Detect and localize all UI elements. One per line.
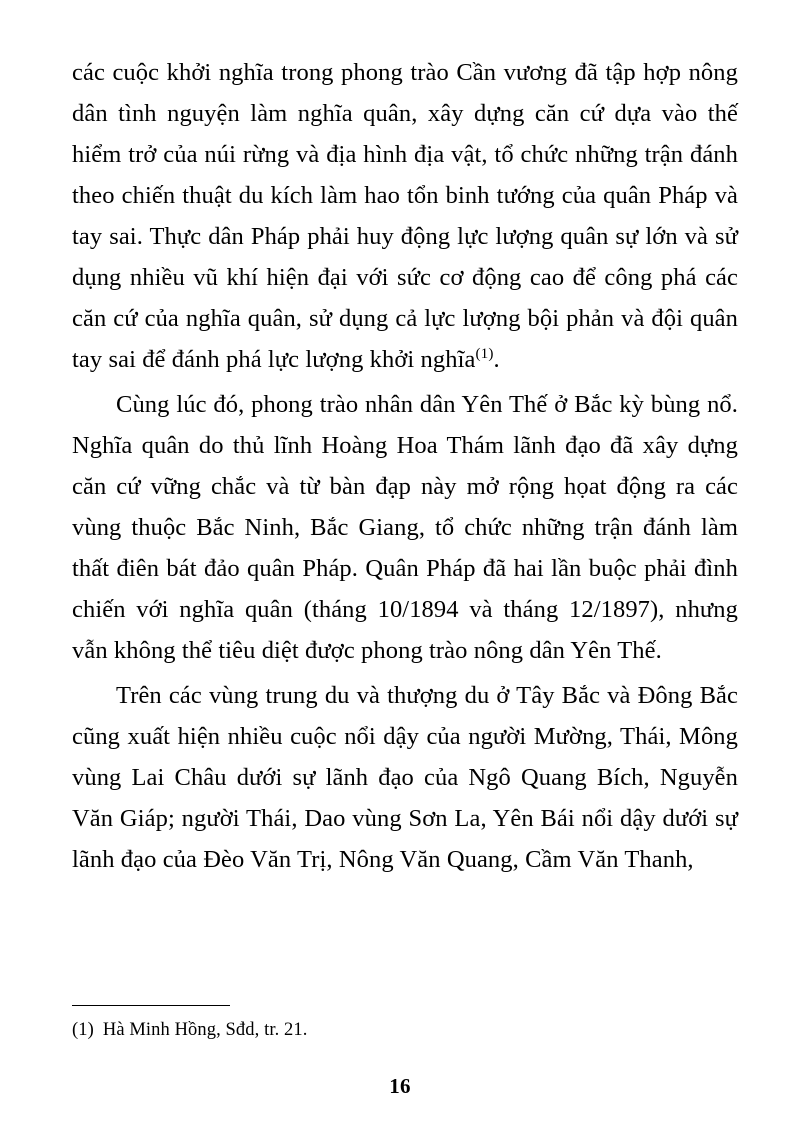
footnote-separator-rule bbox=[72, 1005, 230, 1006]
footnote-area bbox=[72, 1005, 738, 1043]
paragraph-3 bbox=[72, 675, 738, 880]
paragraph-1-text: các cuộc khởi nghĩa trong phong trào Cần vương đã tập hợp nông dân tình nguyện làm nghĩa quân, xây dựng căn cứ dựa vào thế hiểm trở của núi rừng và địa hình địa vật, tổ chức những trận đánh theo chiến thuật du kích làm hao tổn binh tướng của quân Pháp và tay sai. Thực dân Pháp phải huy động lực lượng quân sự lớn và sử dụng nhiều vũ khí hiện đại với sức cơ động cao để công phá các căn cứ của nghĩa quân, sử dụng cả lực lượng bội phản và đội quân tay sai để đánh phá lực lượng khởi nghĩa bbox=[72, 59, 738, 373]
paragraph-2-text: Cùng lúc đó, phong trào nhân dân Yên Thế ở Bắc kỳ bùng nổ. Nghĩa quân do thủ lĩnh Hoàng Hoa Thám lãnh đạo đã xây dựng căn cứ vững chắc và từ bàn đạp này mở rộng họat động ra các vùng thuộc Bắc Ninh, Bắc Giang, tổ chức những trận đánh làm thất điên bát đảo quân Pháp. Quân Pháp đã hai lần buộc phải đình chiến với nghĩa quân (tháng 10/1894 và tháng 12/1897), nhưng vẫn không thể tiêu diệt được phong trào nông dân Yên Thế. bbox=[72, 391, 738, 664]
paragraph-2 bbox=[72, 384, 738, 671]
page-number: 16 bbox=[389, 1074, 411, 1098]
paragraph-1 bbox=[72, 52, 738, 380]
paragraph-1-tail: . bbox=[493, 346, 500, 373]
footnote-1 bbox=[72, 1017, 738, 1043]
footnote-text: Hà Minh Hồng, Sđd, tr. 21. bbox=[102, 1020, 308, 1040]
body-text bbox=[72, 52, 738, 884]
footnote-number: (1) bbox=[72, 1020, 94, 1040]
paragraph-3-text: Trên các vùng trung du và thượng du ở Tây Bắc và Đông Bắc cũng xuất hiện nhiều cuộc nổi dậy của người Mường, Thái, Mông vùng Lai Châu dưới sự lãnh đạo của Ngô Quang Bích, Nguyễn Văn Giáp; người Thái, Dao vùng Sơn La, Yên Bái nổi dậy dưới sự lãnh đạo của Đèo Văn Trị, Nông Văn Quang, Cầm Văn Thanh, bbox=[72, 682, 738, 873]
footnote-marker-1: (1) bbox=[475, 344, 494, 362]
